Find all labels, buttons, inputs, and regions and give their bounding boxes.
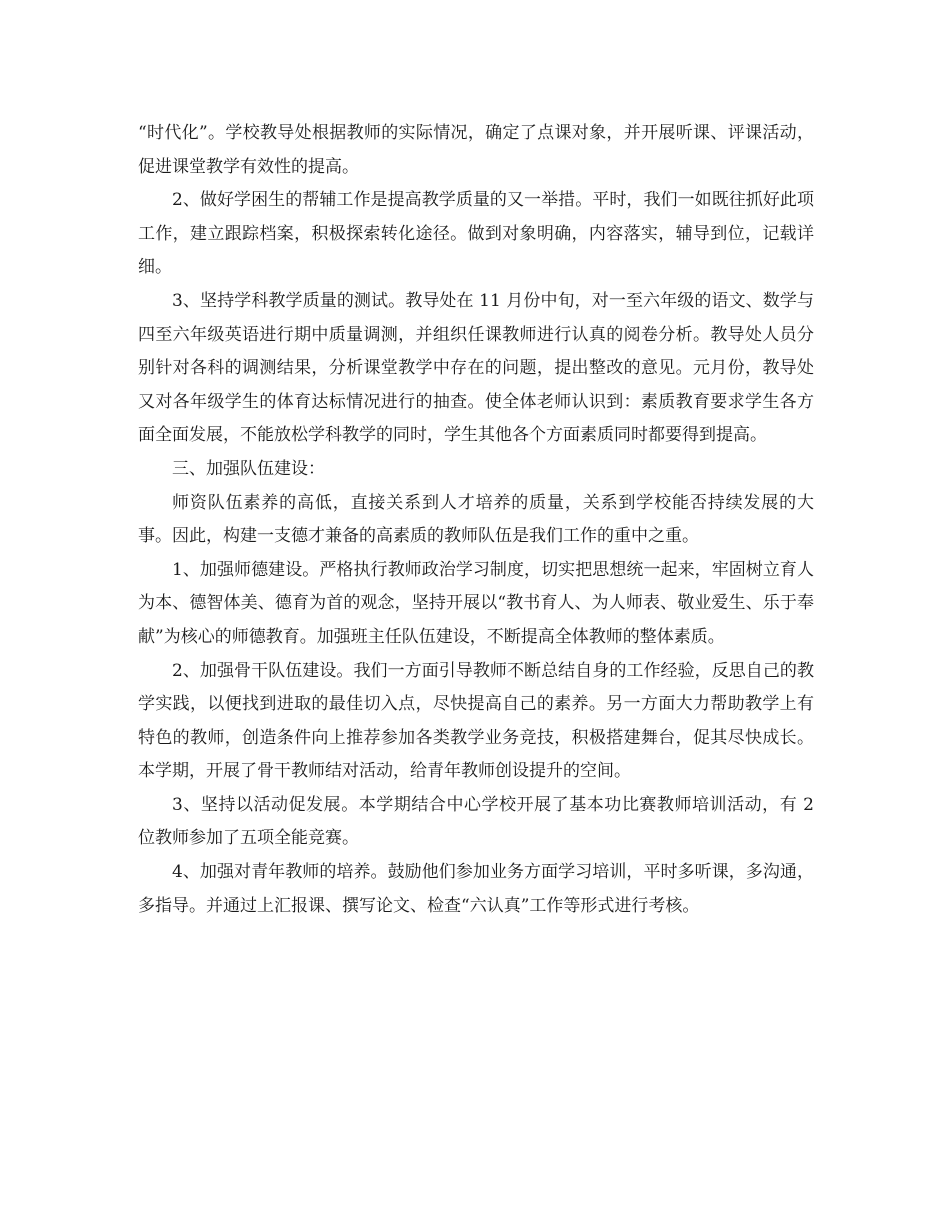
document-body: [138, 117, 814, 923]
paragraph-activities: 3、坚持以活动促发展。本学期结合中心学校开展了基本功比赛教师培训活动，有 2 位教师参加了五项全能竞赛。: [138, 794, 814, 849]
paragraph-young-teachers: 4、加强对青年教师的培养。鼓励他们参加业务方面学习培训，平时多听课，多沟通，多指导。并通过上汇报课、撰写论文、检查“六认真”工作等形式进行考核。: [138, 862, 814, 916]
paragraph-backbone-teachers: 2、加强骨干队伍建设。我们一方面引导教师不断总结自身的工作经验，反思自己的教学实践，以便找到进取的最佳切入点，尽快提高自己的素养。另一方面大力帮助教学上有特色的教师，创造条件向上推荐参加各类教学业务竞技，积极搭建舞台，促其尽快成长。本学期，开展了骨干教师结对活动，给青年教师创设提升的空间。: [138, 660, 814, 782]
paragraph-continuation: “时代化”。学校教导处根据教师的实际情况，确定了点课对象，并开展听课、评课活动，促进课堂教学有效性的提高。: [138, 123, 814, 177]
paragraph-teacher-ethics: 1、加强师德建设。严格执行教师政治学习制度，切实把思想统一起来，牢固树立育人为本、德智体美、德育为首的观念，坚持开展以“教书育人、为人师表、敬业爱生、乐于奉献”为核心的师德教育。加强班主任队伍建设，不断提高全体教师的整体素质。: [138, 559, 814, 647]
paragraph-struggling-students: 2、做好学困生的帮辅工作是提高教学质量的又一举措。平时，我们一如既往抓好此项工作，建立跟踪档案，积极探索转化途径。做到对象明确，内容落实，辅导到位，记载详细。: [138, 190, 814, 278]
paragraph-quality-testing: 3、坚持学科教学质量的测试。教导处在 11 月份中旬，对一至六年级的语文、数学与四至六年级英语进行期中质量调测，并组织任课教师进行认真的阅卷分析。教导处人员分别针对各科的调测结果，分析课堂教学中存在的问题，提出整改的意见。元月份，教导处又对各年级学生的体育达标情况进行的抽查。使全体老师认识到：素质教育要求学生各方面全面发展，不能放松学科教学的同时，学生其他各个方面素质同时都要得到提高。: [138, 290, 814, 446]
section-heading-team-building: 三、加强队伍建设：: [172, 458, 325, 479]
paragraph-team-intro: 师资队伍素养的高低，直接关系到人才培养的质量，关系到学校能否持续发展的大事。因此，构建一支德才兼备的高素质的教师队伍是我们工作的重中之重。: [138, 492, 814, 547]
